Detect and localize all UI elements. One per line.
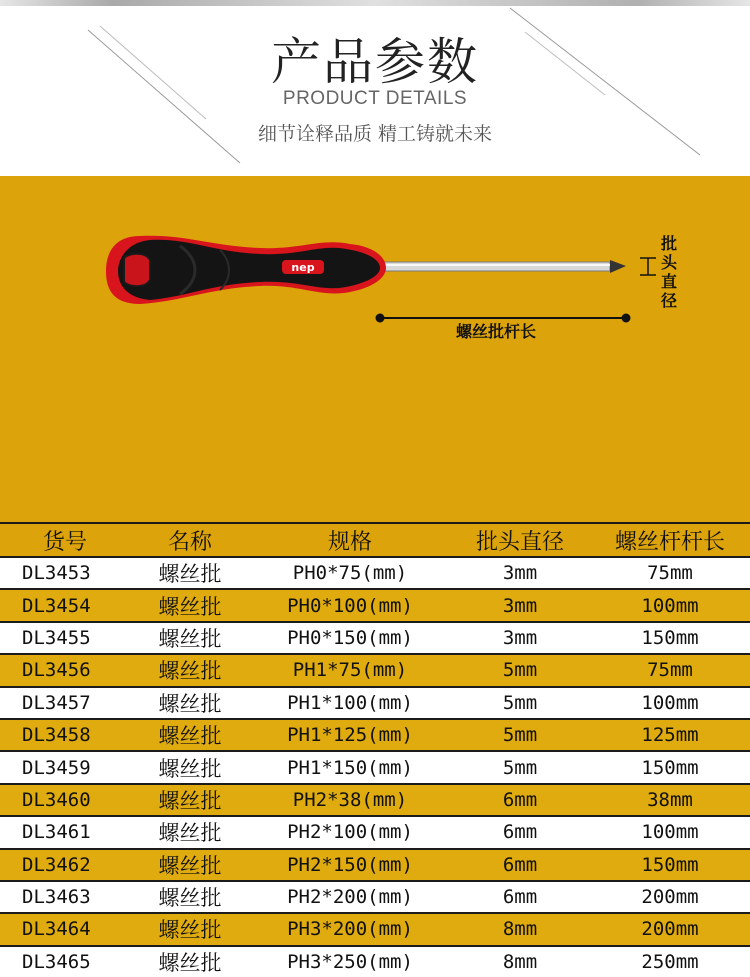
- table-cell: 3mm: [450, 622, 590, 654]
- screwdriver-shaft: [372, 262, 610, 271]
- table-cell: 75mm: [590, 557, 750, 589]
- table-row: [0, 849, 750, 881]
- table-cell: 5mm: [450, 719, 590, 751]
- table-cell: 150mm: [590, 622, 750, 654]
- table-row: [0, 557, 750, 589]
- table-cell: DL3462: [0, 849, 130, 881]
- header-cell: 螺丝杆杆长: [590, 523, 750, 557]
- header-cell: 批头直径: [450, 523, 590, 557]
- table-cell: 螺丝批: [130, 849, 250, 881]
- table-cell: 6mm: [450, 816, 590, 848]
- table-cell: 200mm: [590, 913, 750, 945]
- table-cell: PH0*75(mm): [250, 557, 450, 589]
- table-cell: 200mm: [590, 881, 750, 913]
- tip-diameter-label: 批 头 直 径: [660, 234, 677, 310]
- page-subtitle: PRODUCT DETAILS: [282, 88, 468, 109]
- table-cell: 100mm: [590, 816, 750, 848]
- page-title: 产品参数: [271, 33, 479, 91]
- table-cell: DL3461: [0, 816, 130, 848]
- table-row: [0, 881, 750, 913]
- table-header-row: [0, 523, 750, 557]
- table-cell: 螺丝批: [130, 589, 250, 621]
- table-cell: 螺丝批: [130, 687, 250, 719]
- spec-table: [0, 522, 750, 977]
- table-cell: 6mm: [450, 849, 590, 881]
- table-cell: DL3464: [0, 913, 130, 945]
- table-cell: 6mm: [450, 784, 590, 816]
- table-cell: 38mm: [590, 784, 750, 816]
- table-cell: 螺丝批: [130, 751, 250, 783]
- table-cell: 螺丝批: [130, 881, 250, 913]
- header-cell: 规格: [250, 523, 450, 557]
- table-cell: PH2*100(mm): [250, 816, 450, 848]
- table-cell: PH3*200(mm): [250, 913, 450, 945]
- table-cell: DL3456: [0, 654, 130, 686]
- table-cell: 75mm: [590, 654, 750, 686]
- table-cell: DL3454: [0, 589, 130, 621]
- table-row: [0, 622, 750, 654]
- header-cell: 货号: [0, 523, 130, 557]
- table-cell: 螺丝批: [130, 557, 250, 589]
- table-cell: PH1*100(mm): [250, 687, 450, 719]
- table-cell: PH2*38(mm): [250, 784, 450, 816]
- table-cell: 螺丝批: [130, 784, 250, 816]
- brand-logo: nep: [291, 261, 315, 274]
- table-cell: PH2*200(mm): [250, 881, 450, 913]
- table-cell: PH0*100(mm): [250, 589, 450, 621]
- table-cell: 6mm: [450, 881, 590, 913]
- table-cell: DL3460: [0, 784, 130, 816]
- table-cell: 150mm: [590, 849, 750, 881]
- table-cell: DL3458: [0, 719, 130, 751]
- table-cell: 150mm: [590, 751, 750, 783]
- table-cell: 螺丝批: [130, 654, 250, 686]
- table-cell: DL3455: [0, 622, 130, 654]
- table-cell: 螺丝批: [130, 816, 250, 848]
- slogan: 细节诠释品质 精工铸就未来: [257, 123, 493, 145]
- table-cell: 100mm: [590, 687, 750, 719]
- table-row: [0, 946, 750, 977]
- table-cell: 螺丝批: [130, 913, 250, 945]
- screwdriver-tip: [610, 260, 626, 273]
- table-cell: 螺丝批: [130, 622, 250, 654]
- table-cell: 3mm: [450, 557, 590, 589]
- table-row: [0, 654, 750, 686]
- table-cell: 8mm: [450, 913, 590, 945]
- header-cell: 名称: [130, 523, 250, 557]
- table-row: [0, 589, 750, 621]
- table-cell: 螺丝批: [130, 719, 250, 751]
- table-cell: 8mm: [450, 946, 590, 977]
- table-row: [0, 784, 750, 816]
- table-cell: DL3453: [0, 557, 130, 589]
- table-cell: 125mm: [590, 719, 750, 751]
- table-cell: PH1*150(mm): [250, 751, 450, 783]
- product-diagram-panel: [0, 176, 750, 522]
- table-cell: 100mm: [590, 589, 750, 621]
- table-cell: PH3*250(mm): [250, 946, 450, 977]
- table-body: [0, 557, 750, 977]
- table-cell: PH1*75(mm): [250, 654, 450, 686]
- table-cell: DL3459: [0, 751, 130, 783]
- table-cell: PH0*150(mm): [250, 622, 450, 654]
- table-cell: PH1*125(mm): [250, 719, 450, 751]
- table-cell: DL3463: [0, 881, 130, 913]
- table-cell: 250mm: [590, 946, 750, 977]
- screwdriver-image: [0, 176, 750, 522]
- table-row: [0, 719, 750, 751]
- table-cell: 3mm: [450, 589, 590, 621]
- table-cell: PH2*150(mm): [250, 849, 450, 881]
- shaft-length-label: 螺丝批杆长: [456, 322, 537, 341]
- table-cell: 螺丝批: [130, 946, 250, 977]
- table-row: [0, 687, 750, 719]
- table-row: [0, 913, 750, 945]
- table-cell: DL3465: [0, 946, 130, 977]
- table-cell: 5mm: [450, 751, 590, 783]
- table-cell: DL3457: [0, 687, 130, 719]
- table-row: [0, 816, 750, 848]
- table-cell: 5mm: [450, 687, 590, 719]
- table-row: [0, 751, 750, 783]
- table-cell: 5mm: [450, 654, 590, 686]
